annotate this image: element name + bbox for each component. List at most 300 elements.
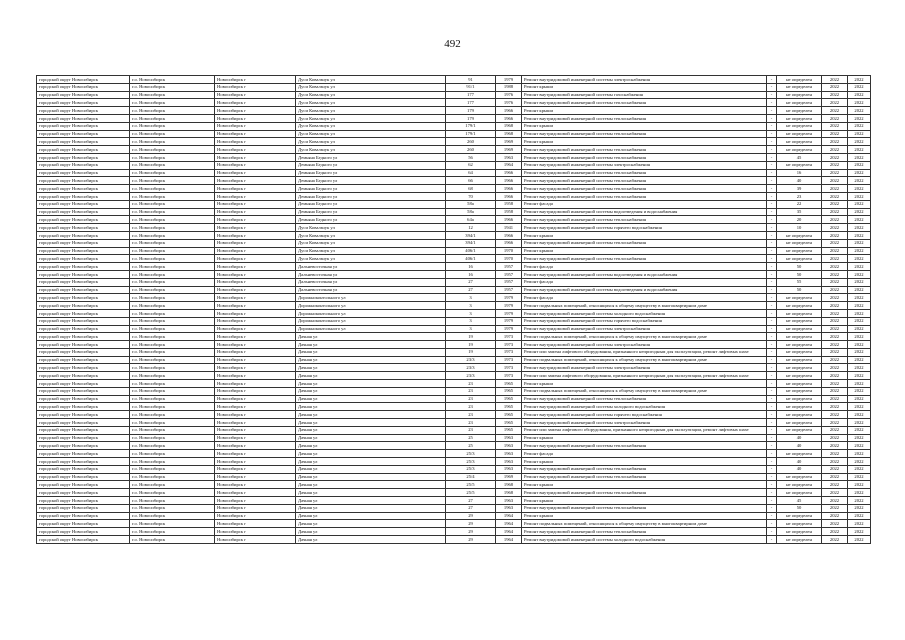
house-num-cell: 58а <box>446 208 496 216</box>
city-cell: Новосибирск г <box>215 216 296 224</box>
city-cell: Новосибирск г <box>215 465 296 473</box>
year-from-cell: 2022 <box>822 458 848 466</box>
table-row <box>37 426 871 434</box>
house-num-cell: 23 <box>446 380 496 388</box>
city-cell: Новосибирск г <box>215 76 296 84</box>
city-cell: Новосибирск г <box>215 130 296 138</box>
house-num-cell: 260 <box>446 138 496 146</box>
year-to-cell: 2022 <box>848 122 871 130</box>
year-to-cell: 2022 <box>848 239 871 247</box>
year-from-cell: 2022 <box>822 325 848 333</box>
street-cell: Демьяна Бедного ул <box>296 185 446 193</box>
work-type-cell: Ремонт внутридомовой инженерной системы электроснабжения <box>522 341 767 349</box>
plan-cell: не определен <box>777 473 822 481</box>
table-row <box>37 83 871 91</box>
page-number: 492 <box>444 38 461 50</box>
plan-cell: не определен <box>777 325 822 333</box>
house-num-cell: 23 <box>446 403 496 411</box>
table-row <box>37 192 871 200</box>
street-cell: Дачная ул <box>296 426 446 434</box>
plan-cell: не определен <box>777 380 822 388</box>
year-to-cell: 2022 <box>848 403 871 411</box>
city-cell: Новосибирск г <box>215 107 296 115</box>
mo-cell: г.о. Новосибирск <box>130 426 215 434</box>
okrug-cell: городской округ Новосибирск <box>37 434 130 442</box>
okrug-cell: городской округ Новосибирск <box>37 465 130 473</box>
year-to-cell: 2022 <box>848 333 871 341</box>
year-from-cell: 2022 <box>822 177 848 185</box>
year-from-cell: 2022 <box>822 146 848 154</box>
mo-cell: г.о. Новосибирск <box>130 419 215 427</box>
mo-cell: г.о. Новосибирск <box>130 387 215 395</box>
table-row <box>37 356 871 364</box>
plan-cell: не определен <box>777 395 822 403</box>
year-from-cell: 2022 <box>822 403 848 411</box>
year-from-cell: 2022 <box>822 333 848 341</box>
house-num-cell: 70 <box>446 192 496 200</box>
dash-cell: - <box>767 216 777 224</box>
year-cell: 1965 <box>496 411 522 419</box>
plan-cell: не определен <box>777 114 822 122</box>
street-cell: Дачная ул <box>296 341 446 349</box>
table-row <box>37 231 871 239</box>
table-row <box>37 185 871 193</box>
year-cell: 1963 <box>496 497 522 505</box>
street-cell: Дачная ул <box>296 380 446 388</box>
street-cell: Дорожноконтольного ул <box>296 309 446 317</box>
house-num-cell: 12 <box>446 224 496 232</box>
year-cell: 1966 <box>496 177 522 185</box>
table-row <box>37 489 871 497</box>
year-to-cell: 2022 <box>848 177 871 185</box>
dash-cell: - <box>767 317 777 325</box>
year-cell: 1968 <box>496 489 522 497</box>
street-cell: Дачная ул <box>296 348 446 356</box>
year-cell: 1973 <box>496 348 522 356</box>
plan-cell: не определен <box>777 239 822 247</box>
mo-cell: г.о. Новосибирск <box>130 309 215 317</box>
year-from-cell: 2022 <box>822 247 848 255</box>
mo-cell: г.о. Новосибирск <box>130 364 215 372</box>
year-from-cell: 2022 <box>822 504 848 512</box>
table-row <box>37 294 871 302</box>
table-row <box>37 302 871 310</box>
table-row <box>37 442 871 450</box>
year-to-cell: 2022 <box>848 294 871 302</box>
city-cell: Новосибирск г <box>215 504 296 512</box>
year-from-cell: 2022 <box>822 465 848 473</box>
okrug-cell: городской округ Новосибирск <box>37 83 130 91</box>
okrug-cell: городской округ Новосибирск <box>37 278 130 286</box>
table-row <box>37 419 871 427</box>
street-cell: Дуси Ковальчук ул <box>296 224 446 232</box>
house-num-cell: 64а <box>446 216 496 224</box>
year-to-cell: 2022 <box>848 263 871 271</box>
house-num-cell: 19 <box>446 348 496 356</box>
year-to-cell: 2022 <box>848 372 871 380</box>
street-cell: Демьяна Бедного ул <box>296 169 446 177</box>
okrug-cell: городской округ Новосибирск <box>37 372 130 380</box>
work-type-cell: Ремонт внутридомовой инженерной системы электроснабжения <box>522 419 767 427</box>
house-num-cell: 62 <box>446 161 496 169</box>
mo-cell: г.о. Новосибирск <box>130 536 215 544</box>
year-to-cell: 2022 <box>848 286 871 294</box>
year-to-cell: 2022 <box>848 216 871 224</box>
dash-cell: - <box>767 99 777 107</box>
year-from-cell: 2022 <box>822 489 848 497</box>
year-to-cell: 2022 <box>848 348 871 356</box>
dash-cell: - <box>767 138 777 146</box>
year-to-cell: 2022 <box>848 442 871 450</box>
house-num-cell: 23 <box>446 387 496 395</box>
plan-cell: 45 <box>777 153 822 161</box>
work-type-cell: Ремонт внутридомовой инженерной системы теплоснабжения <box>522 465 767 473</box>
okrug-cell: городской округ Новосибирск <box>37 161 130 169</box>
dash-cell: - <box>767 325 777 333</box>
city-cell: Новосибирск г <box>215 536 296 544</box>
city-cell: Новосибирск г <box>215 224 296 232</box>
table-row <box>37 153 871 161</box>
year-to-cell: 2022 <box>848 380 871 388</box>
dash-cell: - <box>767 255 777 263</box>
year-cell: 1963 <box>496 450 522 458</box>
okrug-cell: городской округ Новосибирск <box>37 192 130 200</box>
year-from-cell: 2022 <box>822 497 848 505</box>
plan-cell: 50 <box>777 270 822 278</box>
street-cell: Дуси Ковальчук ул <box>296 114 446 122</box>
house-num-cell: 29 <box>446 512 496 520</box>
okrug-cell: городской округ Новосибирск <box>37 200 130 208</box>
mo-cell: г.о. Новосибирск <box>130 161 215 169</box>
city-cell: Новосибирск г <box>215 83 296 91</box>
street-cell: Дорожноконтольного ул <box>296 325 446 333</box>
okrug-cell: городской округ Новосибирск <box>37 130 130 138</box>
table-row <box>37 161 871 169</box>
work-type-cell: Ремонт внутридомовой инженерной системы электроснабжения <box>522 76 767 84</box>
work-type-cell: Ремонт крыши <box>522 512 767 520</box>
table-row <box>37 333 871 341</box>
house-num-cell: 394/1 <box>446 231 496 239</box>
city-cell: Новосибирск г <box>215 153 296 161</box>
city-cell: Новосибирск г <box>215 434 296 442</box>
city-cell: Новосибирск г <box>215 442 296 450</box>
okrug-cell: городской округ Новосибирск <box>37 122 130 130</box>
dash-cell: - <box>767 458 777 466</box>
mo-cell: г.о. Новосибирск <box>130 465 215 473</box>
mo-cell: г.о. Новосибирск <box>130 91 215 99</box>
work-type-cell: Ремонт внутридомовой инженерной системы газоснабжения <box>522 91 767 99</box>
plan-cell: не определен <box>777 341 822 349</box>
year-cell: 1965 <box>496 395 522 403</box>
year-from-cell: 2022 <box>822 286 848 294</box>
dash-cell: - <box>767 528 777 536</box>
table-row <box>37 224 871 232</box>
year-from-cell: 2022 <box>822 224 848 232</box>
house-num-cell: 25/3 <box>446 465 496 473</box>
table-row <box>37 255 871 263</box>
dash-cell: - <box>767 83 777 91</box>
house-num-cell: 25/5 <box>446 489 496 497</box>
mo-cell: г.о. Новосибирск <box>130 395 215 403</box>
plan-cell: 50 <box>777 286 822 294</box>
year-to-cell: 2022 <box>848 278 871 286</box>
street-cell: Дачная ул <box>296 489 446 497</box>
mo-cell: г.о. Новосибирск <box>130 278 215 286</box>
city-cell: Новосибирск г <box>215 278 296 286</box>
year-cell: 1968 <box>496 130 522 138</box>
house-num-cell: 16 <box>446 263 496 271</box>
okrug-cell: городской округ Новосибирск <box>37 107 130 115</box>
mo-cell: г.о. Новосибирск <box>130 99 215 107</box>
mo-cell: г.о. Новосибирск <box>130 76 215 84</box>
mo-cell: г.о. Новосибирск <box>130 169 215 177</box>
okrug-cell: городской округ Новосибирск <box>37 536 130 544</box>
table-row <box>37 309 871 317</box>
year-cell: 1957 <box>496 263 522 271</box>
city-cell: Новосибирск г <box>215 380 296 388</box>
plan-cell: не определен <box>777 411 822 419</box>
year-from-cell: 2022 <box>822 419 848 427</box>
street-cell: Дачная ул <box>296 411 446 419</box>
year-cell: 1979 <box>496 317 522 325</box>
street-cell: Дачная ул <box>296 419 446 427</box>
year-cell: 1973 <box>496 333 522 341</box>
house-num-cell: 68 <box>446 185 496 193</box>
mo-cell: г.о. Новосибирск <box>130 473 215 481</box>
year-from-cell: 2022 <box>822 450 848 458</box>
okrug-cell: городской округ Новосибирск <box>37 138 130 146</box>
city-cell: Новосибирск г <box>215 520 296 528</box>
city-cell: Новосибирск г <box>215 192 296 200</box>
dash-cell: - <box>767 239 777 247</box>
plan-cell: 40 <box>777 177 822 185</box>
okrug-cell: городской округ Новосибирск <box>37 333 130 341</box>
city-cell: Новосибирск г <box>215 200 296 208</box>
year-to-cell: 2022 <box>848 208 871 216</box>
work-type-cell: Ремонт внутридомовой инженерной системы теплоснабжения <box>522 489 767 497</box>
street-cell: Дуси Ковальчук ул <box>296 247 446 255</box>
okrug-cell: городской округ Новосибирск <box>37 99 130 107</box>
okrug-cell: городской округ Новосибирск <box>37 91 130 99</box>
table-row <box>37 504 871 512</box>
table-row <box>37 497 871 505</box>
house-num-cell: 3 <box>446 302 496 310</box>
mo-cell: г.о. Новосибирск <box>130 138 215 146</box>
street-cell: Дачная ул <box>296 528 446 536</box>
year-from-cell: 2022 <box>822 294 848 302</box>
dash-cell: - <box>767 536 777 544</box>
house-num-cell: 23/3 <box>446 356 496 364</box>
table-row <box>37 325 871 333</box>
work-type-cell: Ремонт фасада <box>522 294 767 302</box>
year-cell: 1969 <box>496 146 522 154</box>
okrug-cell: городской округ Новосибирск <box>37 177 130 185</box>
okrug-cell: городской округ Новосибирск <box>37 473 130 481</box>
mo-cell: г.о. Новосибирск <box>130 224 215 232</box>
plan-cell: не определен <box>777 122 822 130</box>
street-cell: Дуси Ковальчук ул <box>296 99 446 107</box>
dash-cell: - <box>767 504 777 512</box>
work-type-cell: Ремонт внутридомовой инженерной системы теплоснабжения <box>522 99 767 107</box>
year-to-cell: 2022 <box>848 153 871 161</box>
year-from-cell: 2022 <box>822 278 848 286</box>
city-cell: Новосибирск г <box>215 426 296 434</box>
dash-cell: - <box>767 434 777 442</box>
work-type-cell: Ремонт внутридомовой инженерной системы теплоснабжения <box>522 442 767 450</box>
plan-cell: не определен <box>777 161 822 169</box>
okrug-cell: городской округ Новосибирск <box>37 497 130 505</box>
okrug-cell: городской округ Новосибирск <box>37 426 130 434</box>
year-from-cell: 2022 <box>822 200 848 208</box>
year-cell: 1964 <box>496 536 522 544</box>
plan-cell: не определен <box>777 348 822 356</box>
year-cell: 1966 <box>496 239 522 247</box>
house-num-cell: 58а <box>446 200 496 208</box>
street-cell: Дальневосточная ул <box>296 278 446 286</box>
city-cell: Новосибирск г <box>215 99 296 107</box>
okrug-cell: городской округ Новосибирск <box>37 481 130 489</box>
work-type-cell: Ремонт внутридомовой инженерной системы горячего водоснабжения <box>522 411 767 419</box>
year-from-cell: 2022 <box>822 317 848 325</box>
house-num-cell: 23 <box>446 411 496 419</box>
work-type-cell: Ремонт фасада <box>522 263 767 271</box>
work-type-cell: Ремонт внутридомовой инженерной системы теплоснабжения <box>522 395 767 403</box>
city-cell: Новосибирск г <box>215 286 296 294</box>
okrug-cell: городской округ Новосибирск <box>37 309 130 317</box>
city-cell: Новосибирск г <box>215 497 296 505</box>
mo-cell: г.о. Новосибирск <box>130 341 215 349</box>
dash-cell: - <box>767 395 777 403</box>
work-type-cell: Ремонт крыши <box>522 458 767 466</box>
plan-cell: не определен <box>777 426 822 434</box>
table-row <box>37 395 871 403</box>
dash-cell: - <box>767 419 777 427</box>
work-type-cell: Ремонт фасада <box>522 278 767 286</box>
dash-cell: - <box>767 333 777 341</box>
street-cell: Дачная ул <box>296 520 446 528</box>
city-cell: Новосибирск г <box>215 122 296 130</box>
year-from-cell: 2022 <box>822 434 848 442</box>
year-cell: 1966 <box>496 192 522 200</box>
capital-repair-table <box>36 75 871 544</box>
street-cell: Дачная ул <box>296 497 446 505</box>
plan-cell: 40 <box>777 434 822 442</box>
dash-cell: - <box>767 200 777 208</box>
mo-cell: г.о. Новосибирск <box>130 216 215 224</box>
table-row <box>37 138 871 146</box>
year-from-cell: 2022 <box>822 380 848 388</box>
dash-cell: - <box>767 481 777 489</box>
city-cell: Новосибирск г <box>215 91 296 99</box>
street-cell: Дачная ул <box>296 481 446 489</box>
house-num-cell: 406/1 <box>446 255 496 263</box>
year-cell: 1963 <box>496 153 522 161</box>
year-to-cell: 2022 <box>848 419 871 427</box>
city-cell: Новосибирск г <box>215 146 296 154</box>
mo-cell: г.о. Новосибирск <box>130 325 215 333</box>
work-type-cell: Ремонт внутридомовой инженерной системы теплоснабжения <box>522 504 767 512</box>
dash-cell: - <box>767 426 777 434</box>
year-to-cell: 2022 <box>848 185 871 193</box>
work-type-cell: Ремонт подвальных помещений, относящихся к общему имуществу в многоквартирном доме <box>522 356 767 364</box>
plan-cell: не определен <box>777 130 822 138</box>
city-cell: Новосибирск г <box>215 348 296 356</box>
mo-cell: г.о. Новосибирск <box>130 450 215 458</box>
okrug-cell: городской округ Новосибирск <box>37 442 130 450</box>
city-cell: Новосибирск г <box>215 161 296 169</box>
year-to-cell: 2022 <box>848 91 871 99</box>
house-num-cell: 27 <box>446 497 496 505</box>
street-cell: Дальневосточная ул <box>296 270 446 278</box>
house-num-cell: 91/1 <box>446 83 496 91</box>
year-to-cell: 2022 <box>848 489 871 497</box>
okrug-cell: городской округ Новосибирск <box>37 231 130 239</box>
mo-cell: г.о. Новосибирск <box>130 247 215 255</box>
year-from-cell: 2022 <box>822 114 848 122</box>
plan-cell: не определен <box>777 387 822 395</box>
plan-cell: не определен <box>777 372 822 380</box>
year-to-cell: 2022 <box>848 270 871 278</box>
year-cell: 1964 <box>496 161 522 169</box>
table-row <box>37 481 871 489</box>
plan-cell: 40 <box>777 442 822 450</box>
house-num-cell: 23 <box>446 395 496 403</box>
dash-cell: - <box>767 185 777 193</box>
year-cell: 1963 <box>496 434 522 442</box>
year-from-cell: 2022 <box>822 91 848 99</box>
street-cell: Дуси Ковальчук ул <box>296 138 446 146</box>
table-row <box>37 247 871 255</box>
table-row <box>37 286 871 294</box>
year-to-cell: 2022 <box>848 341 871 349</box>
table-row <box>37 512 871 520</box>
plan-cell: 45 <box>777 497 822 505</box>
dash-cell: - <box>767 169 777 177</box>
street-cell: Дуси Ковальчук ул <box>296 255 446 263</box>
house-num-cell: 179/1 <box>446 130 496 138</box>
year-cell: 1979 <box>496 325 522 333</box>
work-type-cell: Ремонт крыши <box>522 380 767 388</box>
house-num-cell: 179/1 <box>446 122 496 130</box>
plan-cell: не определен <box>777 403 822 411</box>
okrug-cell: городской округ Новосибирск <box>37 239 130 247</box>
mo-cell: г.о. Новосибирск <box>130 481 215 489</box>
dash-cell: - <box>767 465 777 473</box>
mo-cell: г.о. Новосибирск <box>130 434 215 442</box>
work-type-cell: Ремонт внутридомовой инженерной системы водоотведения и водоснабжения <box>522 286 767 294</box>
mo-cell: г.о. Новосибирск <box>130 231 215 239</box>
dash-cell: - <box>767 278 777 286</box>
city-cell: Новосибирск г <box>215 255 296 263</box>
city-cell: Новосибирск г <box>215 263 296 271</box>
table-row <box>37 200 871 208</box>
year-from-cell: 2022 <box>822 520 848 528</box>
city-cell: Новосибирск г <box>215 325 296 333</box>
mo-cell: г.о. Новосибирск <box>130 83 215 91</box>
city-cell: Новосибирск г <box>215 114 296 122</box>
year-cell: 1963 <box>496 465 522 473</box>
plan-cell: 40 <box>777 458 822 466</box>
year-cell: 1941 <box>496 224 522 232</box>
plan-cell: не определен <box>777 294 822 302</box>
plan-cell: 40 <box>777 465 822 473</box>
work-type-cell: Ремонт внутридомовой инженерной системы холодного водоснабжения <box>522 403 767 411</box>
year-from-cell: 2022 <box>822 387 848 395</box>
city-cell: Новосибирск г <box>215 450 296 458</box>
street-cell: Дуси Ковальчук ул <box>296 83 446 91</box>
street-cell: Дачная ул <box>296 473 446 481</box>
work-type-cell: Ремонт или замена лифтового оборудования, признанного непригодным для эксплуатации, ремонт лифтовых шахт <box>522 426 767 434</box>
